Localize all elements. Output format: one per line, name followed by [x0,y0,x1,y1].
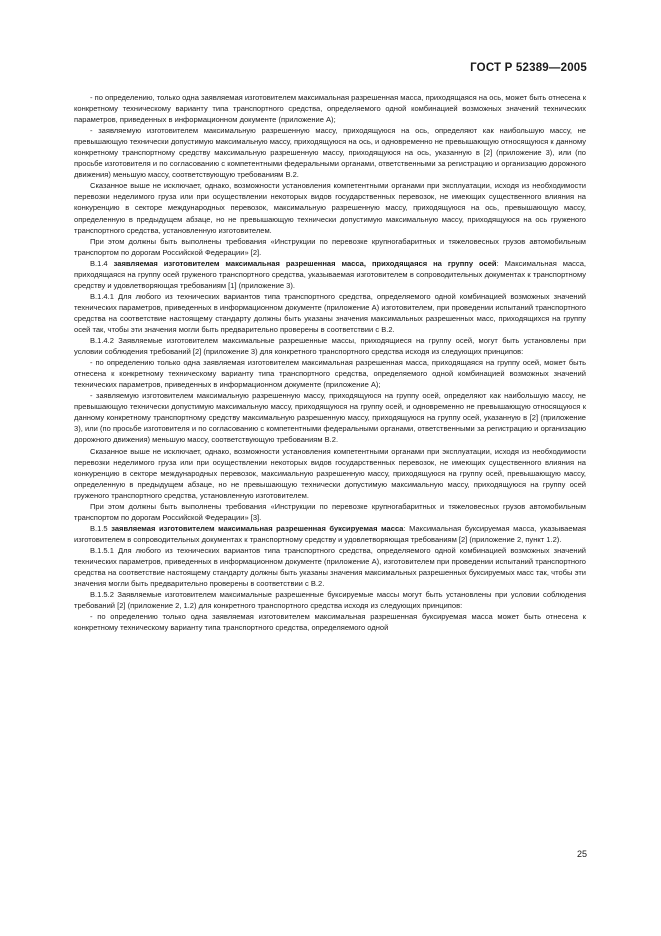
document-body [74,92,586,633]
paragraph: - по определению, только одна заявляемая изготовителем максимальная разрешенная масса, приходящаяся на ось, может быть отнесена к конкретному техническому варианту типа транспортного средства, определяемого одной комбинацией возможных значений технических параметров, приведенных в информационном документе (приложение А); [74,93,587,125]
paragraph: При этом должны быть выполнены требования «Инструкции по перевозке крупногабаритных и тяжеловесных грузов автомобильным транспортом по дорогам Российской Федерации» [3]. [74,501,586,522]
paragraph: При этом должны быть выполнены требования «Инструкции по перевозке крупногабаритных и тяжеловесных грузов автомобильным транспортом по дорогам Российской Федерации» [2]. [74,236,586,257]
paragraph: Сказанное выше не исключает, однако, возможности установления компетентными органами при эксплуатации, исходя из необходимости перевозки неделимого груза или при осуществлении некоторых видов государственных перевозок, не имеющих существенного влияния на конкуренцию в секторе международных перевозок, максимальную разрешенную массу, приходящуюся на группу осей, превышающую массу, определенную в предыдущем абзаце, но не превышающую технически допустимую максимальную массу, приходящуюся на группу осей груженого транспортного средства, установленную изготовителем. [74,446,586,500]
definition-text: : Максимальная масса, приходящаяся на группу осей груженого транспортного средства, указываемая изготовителем в сопроводительных документах к транспортному средству и удовлетворяющая требованиям [1] (приложение 3). [74,258,586,290]
clause-number: В.1.4 [90,258,108,268]
paragraph: - по определению только одна заявляемая изготовителем максимальная разрешенная буксируемая масса может быть отнесена к конкретному техническому варианту типа транспортного средства, определяемого одной [74,612,586,633]
paragraph: В.1.4.1 Для любого из технических вариантов типа транспортного средства, определяемого одной комбинацией возможных значений технических параметров, приведенных в информационном документе (приложение А) изготовителем, при проведении испытаний транспортного средства на соответствие настоящему стандарту должны быть указаны значения максимальных разрешенных масс, приходящихся на группу осей так, чтобы эти значения могли быть предварительно проверены в соответствии с В.2. [74,291,586,334]
document-header [470,62,587,74]
paragraph: В.1.4.2 Заявляемые изготовителем максимальные разрешенные массы, приходящиеся на группу осей, могут быть установлены при условии соблюдения требований [2] (приложение 3) для конкретного транспортного средства исходя из следующих принципов: [74,336,586,357]
clause-number: В.1.5 [90,523,108,533]
definition-paragraph [74,258,586,291]
paragraph: В.1.5.2 Заявляемые изготовителем максимальные разрешенные буксируемые массы могут быть установлены при условии соблюдения требований [2] (приложение 2, 1.2) для конкретного транспортного средства исходя из следующих принципов: [74,590,586,611]
paragraph: - заявляемую изготовителем максимальную разрешенную массу, приходящуюся на группу осей, определяют как наибольшую массу, не превышающую технически допустимую максимальную массу, приходящуюся на группу осей, и одновременно не превышающую относящуюся к данному конкретному транспортному средству максимальную разрешенную массу, приходящуюся на группу осей, указанную в [2] (приложение 3), или (по просьбе изготовителя и по согласованию с компетентными федеральными органами, ответственными за регистрацию и организацию дорожного движения) меньшую массу, соответствующую требованиям В.2. [74,391,586,445]
definition-text: : Максимальная буксируемая масса, указываемая изготовителем в сопроводительных документах к транспортному средству и удовлетворяющая требованиям [2] (приложение 2, пункт 1.2). [74,523,586,544]
definition-paragraph [74,523,586,545]
page-number: 25 [576,849,587,859]
page-footer [577,849,587,859]
paragraph: - заявляемую изготовителем максимальную разрешенную массу, приходящуюся на ось, определяют как наибольшую массу, не превышающую технически допустимую максимальную массу, приходящуюся на ось, и одновременно не превышающую относящуюся к данному конкретному транспортному средству максимальную разрешенную массу, приходящуюся на ось, указанную в [2] (приложение 3), или (по просьбе изготовителя и по согласованию с компетентными федеральными органами, ответственными за регистрацию и организацию дорожного движения) меньшую массу, соответствующую требованиям В.2. [74,126,586,180]
standard-number: ГОСТ Р 52389—2005 [470,62,587,74]
defined-term: заявляемая изготовителем максимальная разрешенная буксируемая масса [111,523,404,533]
defined-term: заявляемая изготовителем максимальная разрешенная масса, приходящаяся на группу осей [113,258,497,268]
paragraph: В.1.5.1 Для любого из технических вариантов типа транспортного средства, определяемого одной комбинацией возможных значений технических параметров, приведенных в информационном документе (приложение А), изготовителем при проведении испытаний транспортного средства на соответствие настоящему стандарту должны быть указаны значения максимальных разрешенных буксируемых масс так, чтобы эти значения могли быть предварительно проверены в соответствии с В.2. [74,545,586,589]
paragraph: - по определению только одна заявляемая изготовителем максимальная разрешенная масса, приходящаяся на группу осей, может быть отнесена к конкретному техническому варианту типа транспортного средства, определяемого одной комбинацией возможных значений технических параметров, приведенных в информационном документе (приложение А); [74,358,586,390]
paragraph: Сказанное выше не исключает, однако, возможности установления компетентными органами при эксплуатации, исходя из необходимости перевозки неделимого груза или при осуществлении некоторых видов государственных перевозок, не имеющих существенного влияния на конкуренцию в секторе международных перевозок, максимальную разрешенную массу, приходящуюся на ось, превышающую массу, определенную в предыдущем абзаце, но не превышающую технически допустимую максимальную массу, приходящуюся на ось груженого транспортного средства, установленную изготовителем. [74,181,586,235]
